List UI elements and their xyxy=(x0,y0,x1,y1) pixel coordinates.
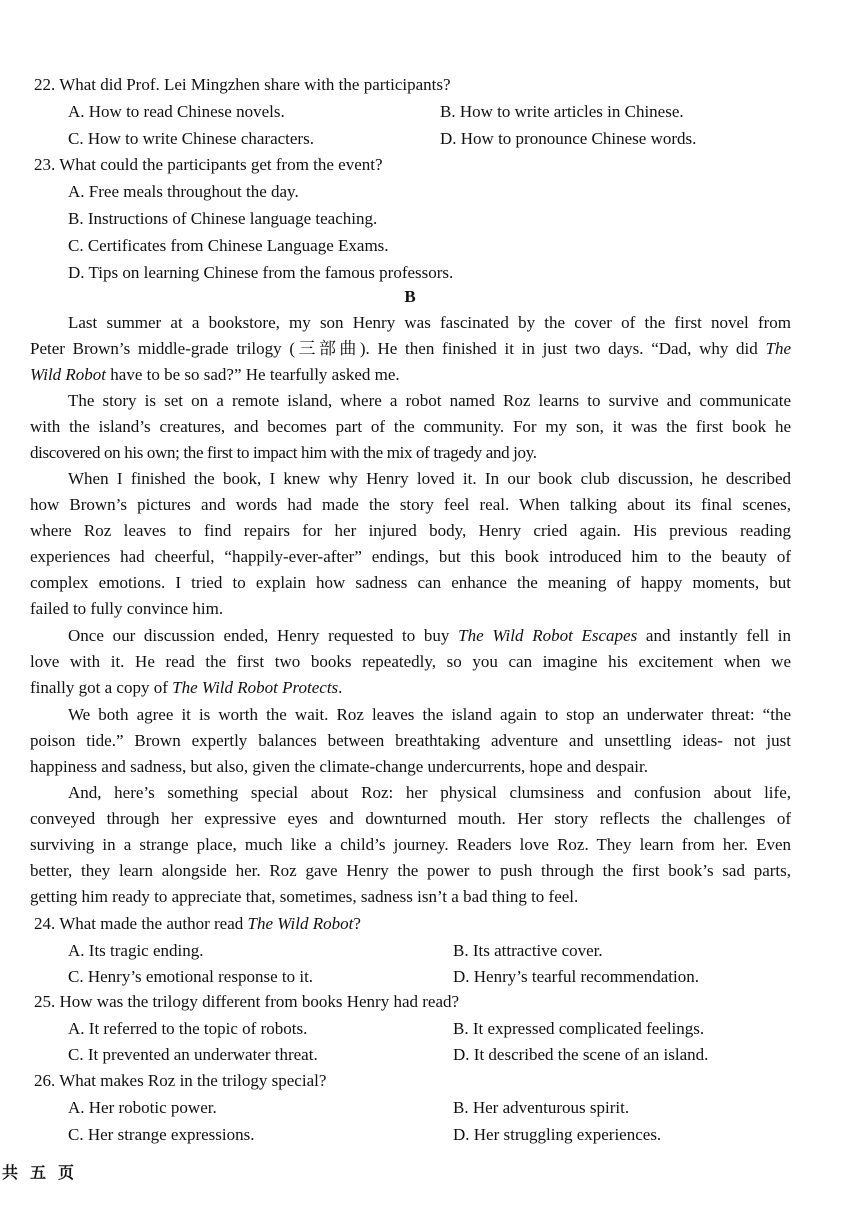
passage-line xyxy=(30,677,791,699)
book-title: Wild Robot xyxy=(30,365,107,384)
question-25-option-c: C. It prevented an underwater threat. xyxy=(68,1045,318,1064)
passage-line: better, they learn alongside her. Roz gave Henry the power to push through the first book’s sad parts, xyxy=(30,861,791,880)
passage-line: where Roz leaves to find repairs for her injured body, Henry cried again. His previous reading xyxy=(30,521,791,540)
passage-line: failed to fully convince him. xyxy=(30,599,224,618)
page-footer: 共 五 页 xyxy=(2,1165,79,1182)
question-25-option-d: D. It described the scene of an island. xyxy=(453,1045,709,1064)
question-22-option-b: B. How to write articles in Chinese. xyxy=(440,102,684,121)
passage-line: with the island’s creatures, and becomes part of the community. For my son, it was the first book he xyxy=(30,417,791,436)
passage-text: Once our discussion ended, Henry requested to buy xyxy=(68,626,459,645)
passage-line: poison tide.” Brown expertly balances between breathtaking adventure and unsettling ideas- not just xyxy=(30,731,791,750)
passage-text: Peter Brown’s middle-grade trilogy (三部曲). He then finished it in just two days. “Dad, why did xyxy=(30,339,758,358)
book-title: The Wild Robot xyxy=(247,914,354,933)
question-26-stem: 26. What makes Roz in the trilogy special? xyxy=(34,1071,327,1090)
passage-line: conveyed through her expressive eyes and downturned mouth. Her story reflects the challenges of xyxy=(30,809,791,828)
question-24-stem xyxy=(34,913,361,935)
passage-line: Last summer at a bookstore, my son Henry was fascinated by the cover of the first novel from xyxy=(68,313,791,332)
question-25-option-b: B. It expressed complicated feelings. xyxy=(453,1019,705,1038)
passage-text: . xyxy=(338,678,343,697)
question-22-stem: 22. What did Prof. Lei Mingzhen share with the participants? xyxy=(34,75,451,94)
question-23-option-d: D. Tips on learning Chinese from the famous professors. xyxy=(68,263,454,282)
question-26-option-a: A. Her robotic power. xyxy=(68,1098,217,1117)
question-22-option-d: D. How to pronounce Chinese words. xyxy=(440,129,697,148)
passage-line xyxy=(30,338,791,360)
section-label: B xyxy=(404,287,416,306)
passage-line: how Brown’s pictures and words had made the story feel real. When talking about its final scenes, xyxy=(30,495,791,514)
passage-line xyxy=(68,625,791,647)
passage-line: happiness and sadness, but also, given the climate-change undercurrents, hope and despair. xyxy=(30,757,648,776)
passage-line: When I finished the book, I knew why Henry loved it. In our book club discussion, he described xyxy=(68,469,791,488)
passage-line: experiences had cheerful, “happily-ever-after” endings, but this book introduced him to the beauty of xyxy=(30,547,791,566)
question-22-option-a: A. How to read Chinese novels. xyxy=(68,102,285,121)
question-23-option-b: B. Instructions of Chinese language teaching. xyxy=(68,209,378,228)
question-22-option-c: C. How to write Chinese characters. xyxy=(68,129,314,148)
question-26-option-d: D. Her struggling experiences. xyxy=(453,1125,662,1144)
passage-line xyxy=(30,364,791,386)
passage-line: We both agree it is worth the wait. Roz leaves the island again to stop an underwater threat: “the xyxy=(68,705,791,724)
question-23-option-c: C. Certificates from Chinese Language Exams. xyxy=(68,236,389,255)
passage-text: finally got a copy of xyxy=(30,678,173,697)
book-title: The Wild Robot Escapes xyxy=(458,626,638,645)
question-26-option-b: B. Her adventurous spirit. xyxy=(453,1098,630,1117)
question-25-option-a: A. It referred to the topic of robots. xyxy=(68,1019,308,1038)
book-title: The Wild Robot Protects xyxy=(172,678,339,697)
question-26-option-c: C. Her strange expressions. xyxy=(68,1125,255,1144)
question-24-option-c: C. Henry’s emotional response to it. xyxy=(68,967,314,986)
passage-text: and instantly fell in xyxy=(637,626,791,645)
passage-line: The story is set on a remote island, where a robot named Roz learns to survive and communicate xyxy=(68,391,791,410)
passage-line: surviving in a strange place, much like a child’s journey. Readers love Roz. They learn from her. Even xyxy=(30,835,791,854)
question-24-option-a: A. Its tragic ending. xyxy=(68,941,204,960)
question-23-option-a: A. Free meals throughout the day. xyxy=(68,182,299,201)
passage-line: discovered on his own; the first to impact him with the mix of tragedy and joy. xyxy=(30,443,537,462)
passage-line: love with it. He read the first two books repeatedly, so you can imagine his excitement when we xyxy=(30,652,791,671)
question-23-stem: 23. What could the participants get from the event? xyxy=(34,155,383,174)
question-24-option-d: D. Henry’s tearful recommendation. xyxy=(453,967,699,986)
passage-line: complex emotions. I tried to explain how sadness can enhance the meaning of happy moments, but xyxy=(30,573,791,592)
passage-line: And, here’s something special about Roz: her physical clumsiness and confusion about life, xyxy=(68,783,791,802)
question-text: ? xyxy=(353,914,361,933)
book-title: The xyxy=(765,339,791,358)
question-25-stem: 25. How was the trilogy different from books Henry had read? xyxy=(34,992,460,1011)
passage-text: have to be so sad?” He tearfully asked me. xyxy=(106,365,400,384)
question-text: 24. What made the author read xyxy=(34,914,248,933)
passage-line: getting him ready to appreciate that, sometimes, sadness isn’t a bad thing to feel. xyxy=(30,887,579,906)
question-24-option-b: B. Its attractive cover. xyxy=(453,941,603,960)
